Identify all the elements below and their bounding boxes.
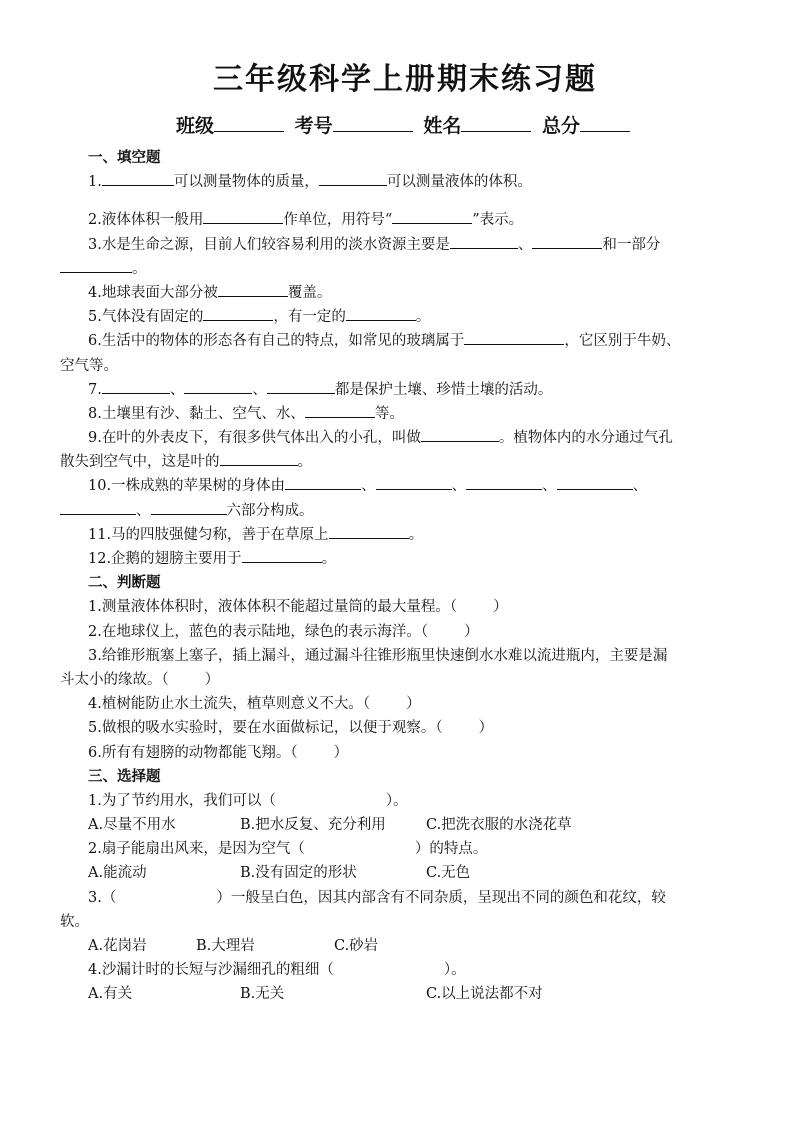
q-text: 10.一株成熟的苹果树的身体由 bbox=[88, 478, 286, 495]
exam-no-blank[interactable] bbox=[333, 113, 413, 132]
option-b[interactable]: B.无关 bbox=[240, 986, 285, 1003]
fill-question-5 bbox=[60, 305, 750, 329]
q-text: 、 bbox=[169, 381, 185, 398]
q-text: 2.液体体积一般用 bbox=[88, 212, 204, 229]
section-heading-fill: 一、填空题 bbox=[88, 150, 161, 166]
q-text: 、 bbox=[136, 502, 151, 519]
q-text: 5.气体没有固定的 bbox=[88, 309, 204, 326]
paren-open: （ bbox=[161, 671, 169, 688]
paren-close: ） bbox=[204, 671, 220, 688]
answer-blank[interactable] bbox=[392, 208, 472, 224]
q-text: 9.在叶的外表皮下，有很多供气体出入的小孔，叫做 bbox=[88, 430, 421, 447]
fill-question-10 bbox=[60, 474, 750, 498]
q-text: 1. bbox=[88, 174, 102, 191]
answer-blank[interactable] bbox=[102, 378, 170, 394]
q-text: ）。 bbox=[385, 792, 408, 809]
answer-blank[interactable] bbox=[218, 281, 288, 297]
q-text: 3.水是生命之源，目前人们较容易利用的淡水资源主要是 bbox=[88, 236, 450, 253]
judge-question-6 bbox=[60, 741, 750, 765]
fill-question-9-cont bbox=[60, 450, 750, 474]
q-text: 散失到空气中，这是叶的 bbox=[60, 454, 220, 471]
paren-close: ） bbox=[406, 696, 421, 713]
fill-question-9 bbox=[60, 426, 750, 450]
answer-blank[interactable] bbox=[285, 474, 361, 490]
q-text: 1.为了节约用水，我们可以（ bbox=[88, 792, 276, 809]
fill-question-6 bbox=[60, 329, 750, 353]
paren-close: ） bbox=[478, 720, 494, 737]
q-text: ”表示。 bbox=[472, 212, 524, 229]
option-c[interactable]: C.把洗衣服的水浇花草 bbox=[426, 817, 572, 834]
q-text: 和一部分 bbox=[602, 236, 661, 253]
q-text: 3.（ bbox=[88, 889, 117, 906]
q-text: ）。 bbox=[443, 962, 466, 979]
q-text: 8.土壤里有沙、黏土、空气、水、 bbox=[88, 405, 305, 422]
answer-blank[interactable] bbox=[184, 378, 252, 394]
q-text: 6.生活中的物体的形态各有自己的特点，如常见的玻璃属于 bbox=[88, 333, 465, 350]
choice-options-4 bbox=[60, 982, 750, 1006]
paren-open: （ bbox=[362, 696, 371, 713]
q-text: 。 bbox=[321, 551, 337, 567]
q-text: 2.在地球仪上，蓝色的表示陆地，绿色的表示海洋。 bbox=[88, 623, 421, 640]
choice-options-1 bbox=[60, 813, 750, 837]
answer-blank[interactable] bbox=[151, 499, 227, 515]
answer-blank[interactable] bbox=[203, 208, 283, 224]
q-text: 、 bbox=[517, 236, 533, 253]
answer-blank[interactable] bbox=[319, 170, 387, 186]
q-text: 可以测量物体的质量， bbox=[173, 174, 319, 191]
q-text: ）的特点。 bbox=[414, 841, 488, 858]
q-text: 作单位，用符号“ bbox=[283, 212, 393, 229]
paren-open: （ bbox=[449, 599, 458, 616]
judge-question-4 bbox=[60, 692, 750, 716]
q-text: 1.测量液体体积时，液体体积不能超过量筒的最大量程。 bbox=[88, 599, 450, 616]
q-text: 4.沙漏计时的长短与沙漏细孔的粗细（ bbox=[88, 962, 334, 979]
worksheet-page bbox=[60, 60, 750, 1007]
section-heading-judge: 二、判断题 bbox=[88, 575, 161, 592]
q-text: 斗太小的缘故。 bbox=[60, 671, 162, 688]
q-text: 、 bbox=[451, 478, 467, 495]
fill-question-1 bbox=[60, 170, 750, 194]
paren-close: ） bbox=[333, 744, 349, 761]
q-text: 12.企鹅的翅膀主要用于 bbox=[88, 551, 242, 567]
name-label: 姓名 bbox=[423, 115, 462, 137]
choice-question-3 bbox=[60, 886, 750, 910]
q-text: 4.地球表面大部分被 bbox=[88, 284, 218, 301]
class-blank[interactable] bbox=[214, 113, 284, 132]
option-c[interactable]: C.砂岩 bbox=[334, 938, 379, 954]
answer-blank[interactable] bbox=[464, 329, 564, 345]
q-text: 。植物体内的水分通过气孔 bbox=[498, 430, 673, 447]
answer-blank[interactable] bbox=[376, 474, 452, 490]
choice-options-2 bbox=[60, 861, 750, 885]
q-text: 可以测量液体的体积。 bbox=[386, 174, 532, 191]
q-text: 、 bbox=[632, 478, 648, 495]
judge-question-3: 3.给锥形瓶塞上塞子，插上漏斗，通过漏斗往锥形瓶里快速倒水水难以流进瓶内，主要是漏 bbox=[88, 647, 668, 664]
answer-blank[interactable] bbox=[60, 257, 132, 273]
answer-blank[interactable] bbox=[267, 378, 335, 394]
score-blank[interactable] bbox=[580, 113, 630, 132]
option-b[interactable]: B.大理岩 bbox=[196, 938, 255, 954]
section-heading-choice: 三、选择题 bbox=[88, 768, 161, 785]
paren-open: （ bbox=[435, 720, 443, 737]
answer-blank[interactable] bbox=[203, 305, 273, 321]
student-info-row bbox=[60, 112, 750, 140]
choice-question-4 bbox=[60, 958, 750, 982]
fill-question-10-cont bbox=[60, 499, 750, 523]
fill-question-3 bbox=[60, 233, 750, 257]
answer-blank[interactable] bbox=[421, 426, 499, 442]
judge-question-1 bbox=[60, 595, 750, 619]
answer-blank[interactable] bbox=[346, 305, 416, 321]
q-text: 、 bbox=[361, 478, 376, 495]
fill-question-7 bbox=[60, 378, 750, 402]
q-text: 都是保护土壤、珍惜土壤的活动。 bbox=[334, 381, 553, 398]
answer-blank[interactable] bbox=[450, 233, 518, 249]
q-text: 4.植树能防止水土流失，植草则意义不大。 bbox=[88, 696, 363, 713]
choice-options-3 bbox=[60, 934, 750, 958]
answer-blank[interactable] bbox=[242, 547, 322, 563]
option-b[interactable]: B.没有固定的形状 bbox=[240, 865, 357, 882]
option-a[interactable]: A.花岗岩 bbox=[88, 938, 147, 954]
fill-question-3-cont bbox=[60, 257, 750, 281]
q-text: 。 bbox=[408, 526, 424, 543]
paren-close: ） bbox=[493, 599, 508, 616]
q-text: 11.马的四肢强健匀称，善于在草原上 bbox=[88, 526, 329, 543]
judge-question-3-cont bbox=[60, 668, 750, 692]
fill-question-4 bbox=[60, 281, 750, 305]
answer-blank[interactable] bbox=[220, 450, 298, 466]
option-a[interactable]: A.能流动 bbox=[88, 865, 147, 882]
q-text: 。 bbox=[132, 260, 147, 277]
q-text: 7. bbox=[88, 381, 102, 398]
paren-close: ） bbox=[464, 623, 479, 640]
answer-blank[interactable] bbox=[466, 474, 542, 490]
score-label: 总分 bbox=[541, 115, 580, 137]
answer-blank[interactable] bbox=[60, 499, 136, 515]
q-text: 6.所有有翅膀的动物都能飞翔。 bbox=[88, 744, 291, 761]
choice-question-2 bbox=[60, 837, 750, 861]
q-text: 六部分构成。 bbox=[226, 502, 314, 519]
q-text: 。 bbox=[297, 454, 312, 471]
q-text: 5.做根的吸水实验时，要在水面做标记，以便于观察。 bbox=[88, 720, 436, 737]
fill-question-2 bbox=[60, 208, 750, 232]
judge-question-2 bbox=[60, 620, 750, 644]
choice-question-1 bbox=[60, 789, 750, 813]
fill-question-11 bbox=[60, 523, 750, 547]
paren-open: （ bbox=[420, 623, 429, 640]
answer-blank[interactable] bbox=[102, 170, 174, 186]
q-text: 。 bbox=[415, 309, 431, 326]
option-c[interactable]: C.以上说法都不对 bbox=[426, 986, 543, 1003]
option-b[interactable]: B.把水反复、充分利用 bbox=[240, 817, 386, 834]
questions bbox=[60, 146, 750, 1007]
page-title: 三年级科学上册期末练习题 bbox=[213, 62, 597, 97]
option-a[interactable]: A.有关 bbox=[88, 986, 133, 1003]
q-text: 等。 bbox=[374, 405, 404, 422]
class-label: 班级 bbox=[176, 115, 215, 137]
answer-blank[interactable] bbox=[532, 233, 602, 249]
judge-question-5 bbox=[60, 716, 750, 740]
q-text: ，有一定的 bbox=[273, 309, 346, 326]
paren-open: （ bbox=[290, 744, 298, 761]
option-c[interactable]: C.无色 bbox=[426, 865, 471, 882]
answer-blank[interactable] bbox=[329, 523, 409, 539]
q-text: 、 bbox=[542, 478, 557, 495]
q-text: 覆盖。 bbox=[287, 284, 332, 301]
fill-question-12 bbox=[60, 547, 750, 571]
exam-no-label: 考号 bbox=[294, 115, 333, 137]
option-a[interactable]: A.尽量不用水 bbox=[88, 817, 176, 834]
answer-blank[interactable] bbox=[305, 402, 375, 418]
choice-question-3-cont: 软。 bbox=[60, 913, 89, 930]
name-blank[interactable] bbox=[461, 113, 531, 132]
q-text: ）一般呈白色，因其内部含有不同杂质，呈现出不同的颜色和花纹，较 bbox=[216, 889, 666, 906]
q-text: ，它区别于牛奶、 bbox=[564, 333, 681, 350]
fill-question-6-cont: 空气等。 bbox=[60, 357, 118, 374]
q-text: 、 bbox=[252, 381, 267, 398]
q-text: 2.扇子能扇出风来，是因为空气（ bbox=[88, 841, 305, 858]
fill-question-8 bbox=[60, 402, 750, 426]
answer-blank[interactable] bbox=[557, 474, 633, 490]
